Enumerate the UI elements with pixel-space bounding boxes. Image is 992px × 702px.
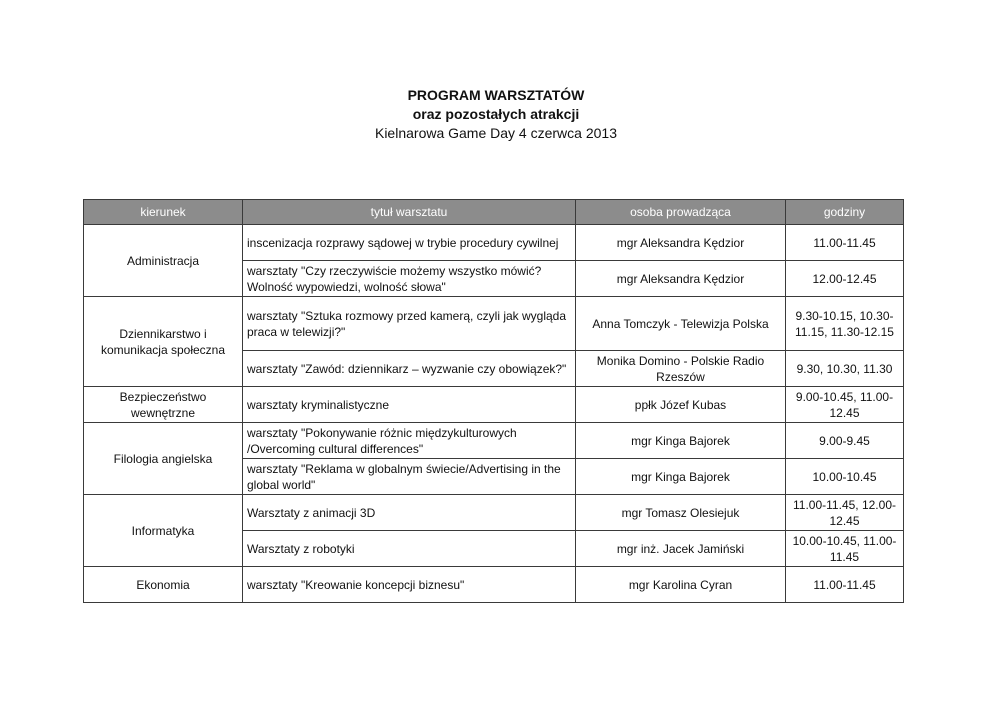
table-row [84,423,904,459]
godziny-cell: 10.00-10.45 [786,459,904,495]
godziny-cell: 11.00-11.45 [786,225,904,261]
tytul-cell: warsztaty "Zawód: dziennikarz – wyzwanie czy obowiązek?" [243,351,576,387]
tytul-cell: Warsztaty z animacji 3D [243,495,576,531]
tytul-cell: warsztaty "Czy rzeczywiście możemy wszystko mówić? Wolność wypowiedzi, wolność słowa" [243,261,576,297]
osoba-cell: mgr Kinga Bajorek [576,423,786,459]
table-row [84,297,904,351]
title-block [0,86,992,143]
osoba-cell: mgr Aleksandra Kędzior [576,261,786,297]
header-godziny: godziny [786,200,904,225]
header-osoba: osoba prowadząca [576,200,786,225]
godziny-cell: 11.00-11.45, 12.00-12.45 [786,495,904,531]
osoba-cell: mgr Karolina Cyran [576,567,786,603]
header-kierunek: kierunek [84,200,243,225]
godziny-cell: 12.00-12.45 [786,261,904,297]
osoba-cell: ppłk Józef Kubas [576,387,786,423]
kierunek-cell: Bezpieczeństwo wewnętrzne [84,387,243,423]
table-row [84,387,904,423]
document-title: PROGRAM WARSZTATÓW [407,87,585,103]
godziny-cell: 9.00-9.45 [786,423,904,459]
tytul-cell: warsztaty "Reklama w globalnym świecie/Advertising in the global world" [243,459,576,495]
tytul-cell: inscenizacja rozprawy sądowej w trybie procedury cywilnej [243,225,576,261]
osoba-cell: mgr Kinga Bajorek [576,459,786,495]
workshop-table [83,199,904,603]
osoba-cell: mgr Tomasz Olesiejuk [576,495,786,531]
godziny-cell: 9.30-10.15, 10.30-11.15, 11.30-12.15 [786,297,904,351]
tytul-cell: warsztaty "Pokonywanie różnic międzykulturowych /Overcoming cultural differences" [243,423,576,459]
header-tytul: tytuł warsztatu [243,200,576,225]
kierunek-cell: Ekonomia [84,567,243,603]
tytul-cell: Warsztaty z robotyki [243,531,576,567]
table-row [84,495,904,531]
kierunek-cell: Filologia angielska [84,423,243,495]
table-row [84,225,904,261]
table-header-row [84,200,904,225]
kierunek-cell: Informatyka [84,495,243,567]
godziny-cell: 9.30, 10.30, 11.30 [786,351,904,387]
osoba-cell: Monika Domino - Polskie Radio Rzeszów [576,351,786,387]
godziny-cell: 10.00-10.45, 11.00-11.45 [786,531,904,567]
table-row [84,567,904,603]
tytul-cell: warsztaty "Sztuka rozmowy przed kamerą, czyli jak wygląda praca w telewizji?" [243,297,576,351]
godziny-cell: 11.00-11.45 [786,567,904,603]
kierunek-cell: Dziennikarstwo i komunikacja społeczna [84,297,243,387]
tytul-cell: warsztaty "Kreowanie koncepcji biznesu" [243,567,576,603]
godziny-cell: 9.00-10.45, 11.00-12.45 [786,387,904,423]
kierunek-cell: Administracja [84,225,243,297]
tytul-cell: warsztaty kryminalistyczne [243,387,576,423]
event-line: Kielnarowa Game Day 4 czerwca 2013 [374,125,617,141]
osoba-cell: mgr inż. Jacek Jamiński [576,531,786,567]
osoba-cell: mgr Aleksandra Kędzior [576,225,786,261]
document-subtitle: oraz pozostałych atrakcji [412,106,580,122]
osoba-cell: Anna Tomczyk - Telewizja Polska [576,297,786,351]
